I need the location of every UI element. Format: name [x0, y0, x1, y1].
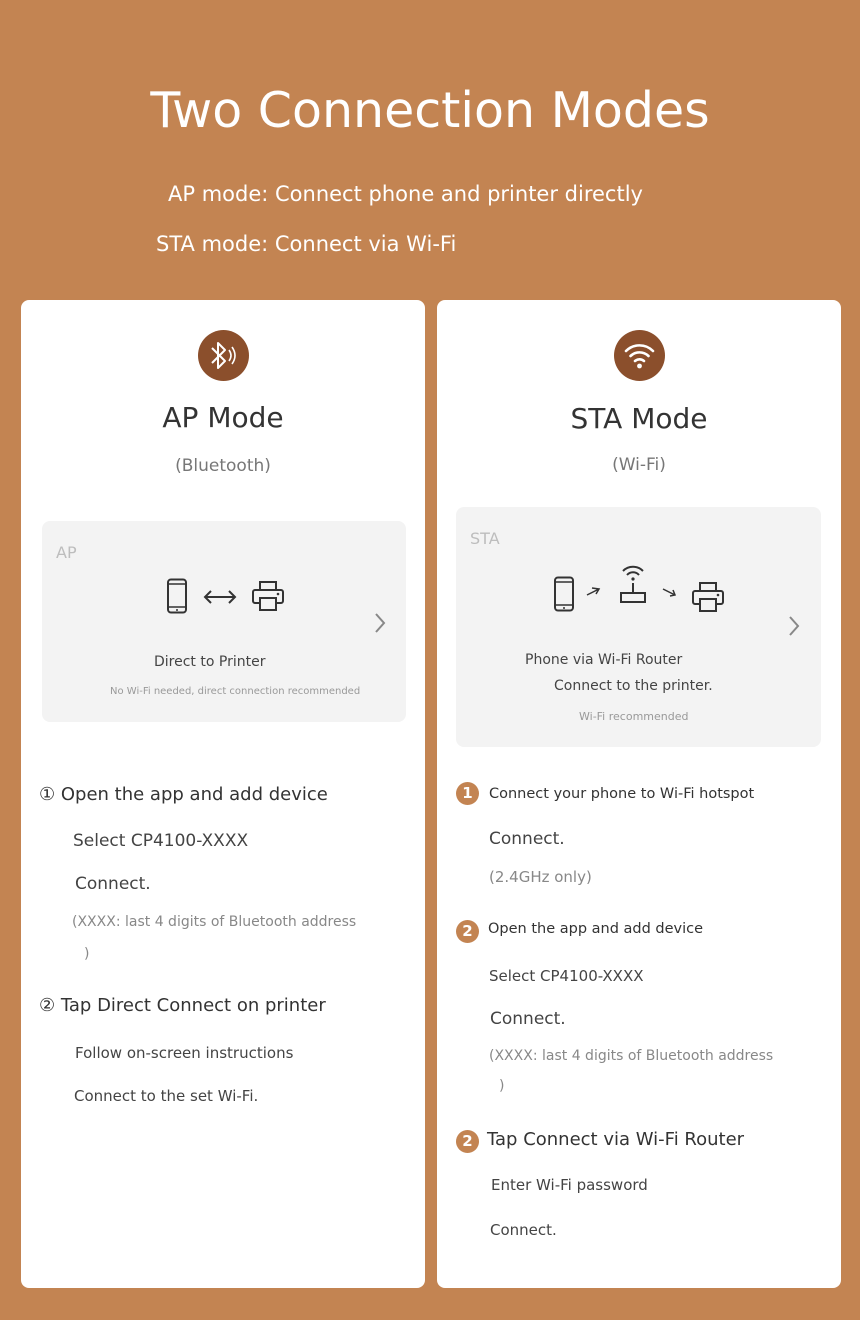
sta-step-1-heading: Connect your phone to Wi-Fi hotspot — [489, 786, 755, 802]
step-badge: 1 — [456, 782, 479, 805]
ap-step-1-hint: (XXXX: last 4 digits of Bluetooth address — [72, 914, 357, 930]
step-badge: 2 — [456, 920, 479, 943]
ap-step-1-heading: ① Open the app and add device — [39, 784, 328, 805]
ap-step-2-heading: ② Tap Direct Connect on printer — [39, 995, 326, 1016]
chevron-right-icon[interactable] — [786, 614, 802, 638]
chevron-right-icon[interactable] — [372, 611, 388, 635]
small-arrow-icon — [584, 584, 602, 600]
ap-panel-note: No Wi-Fi needed, direct connection recommended — [110, 686, 361, 697]
sta-panel-note: Wi-Fi recommended — [579, 710, 689, 723]
sta-mode-subtitle: (Wi-Fi) — [612, 455, 666, 475]
phone-icon — [553, 576, 575, 612]
small-arrow-icon — [660, 584, 678, 600]
ap-step-1-line-2: Connect. — [75, 874, 151, 894]
ap-diagram-panel[interactable] — [42, 521, 406, 722]
phone-icon — [166, 578, 188, 614]
sta-step-1-hint: (2.4GHz only) — [489, 868, 592, 886]
ap-mode-subtitle: (Bluetooth) — [175, 456, 271, 476]
sta-diagram-panel[interactable] — [456, 507, 821, 747]
ap-step-2-line-2: Connect to the set Wi-Fi. — [74, 1087, 259, 1105]
sta-mode-card — [437, 300, 841, 1288]
ap-panel-tag: AP — [56, 543, 77, 562]
bidirectional-arrow-icon — [202, 587, 238, 607]
printer-icon — [251, 580, 285, 612]
sta-step-2-heading: Open the app and add device — [488, 921, 704, 937]
ap-step-1-line-1: Select CP4100-XXXX — [73, 831, 249, 851]
ap-mode-summary: AP mode: Connect phone and printer directly — [168, 182, 643, 206]
ap-mode-title: AP Mode — [162, 401, 284, 434]
page-title: Two Connection Modes — [150, 82, 710, 139]
sta-panel-caption-2: Connect to the printer. — [554, 678, 713, 694]
sta-step-2-line-1: Select CP4100-XXXX — [489, 967, 644, 985]
sta-step-3-line-1: Enter Wi-Fi password — [491, 1176, 648, 1194]
bluetooth-icon — [198, 330, 249, 381]
sta-panel-caption: Phone via Wi-Fi Router — [525, 652, 683, 668]
sta-step-3-line-2: Connect. — [490, 1221, 557, 1239]
sta-step-3-heading: Tap Connect via Wi-Fi Router — [487, 1129, 745, 1150]
sta-panel-tag: STA — [470, 529, 500, 548]
sta-mode-summary: STA mode: Connect via Wi-Fi — [156, 232, 457, 256]
step-badge: 2 — [456, 1130, 479, 1153]
sta-step-2-hint: (XXXX: last 4 digits of Bluetooth address — [489, 1048, 774, 1064]
ap-panel-caption: Direct to Printer — [154, 654, 266, 670]
sta-step-1-line-1: Connect. — [489, 829, 565, 849]
sta-mode-title: STA Mode — [570, 402, 708, 435]
sta-step-2-line-2: Connect. — [490, 1009, 566, 1029]
wifi-icon — [614, 330, 665, 381]
router-icon — [616, 561, 650, 605]
ap-step-2-line-1: Follow on-screen instructions — [75, 1044, 294, 1062]
ap-step-1-hint-close: ) — [84, 946, 90, 962]
printer-icon — [691, 581, 725, 613]
ap-mode-card — [21, 300, 425, 1288]
sta-step-2-hint-close: ) — [499, 1078, 505, 1094]
